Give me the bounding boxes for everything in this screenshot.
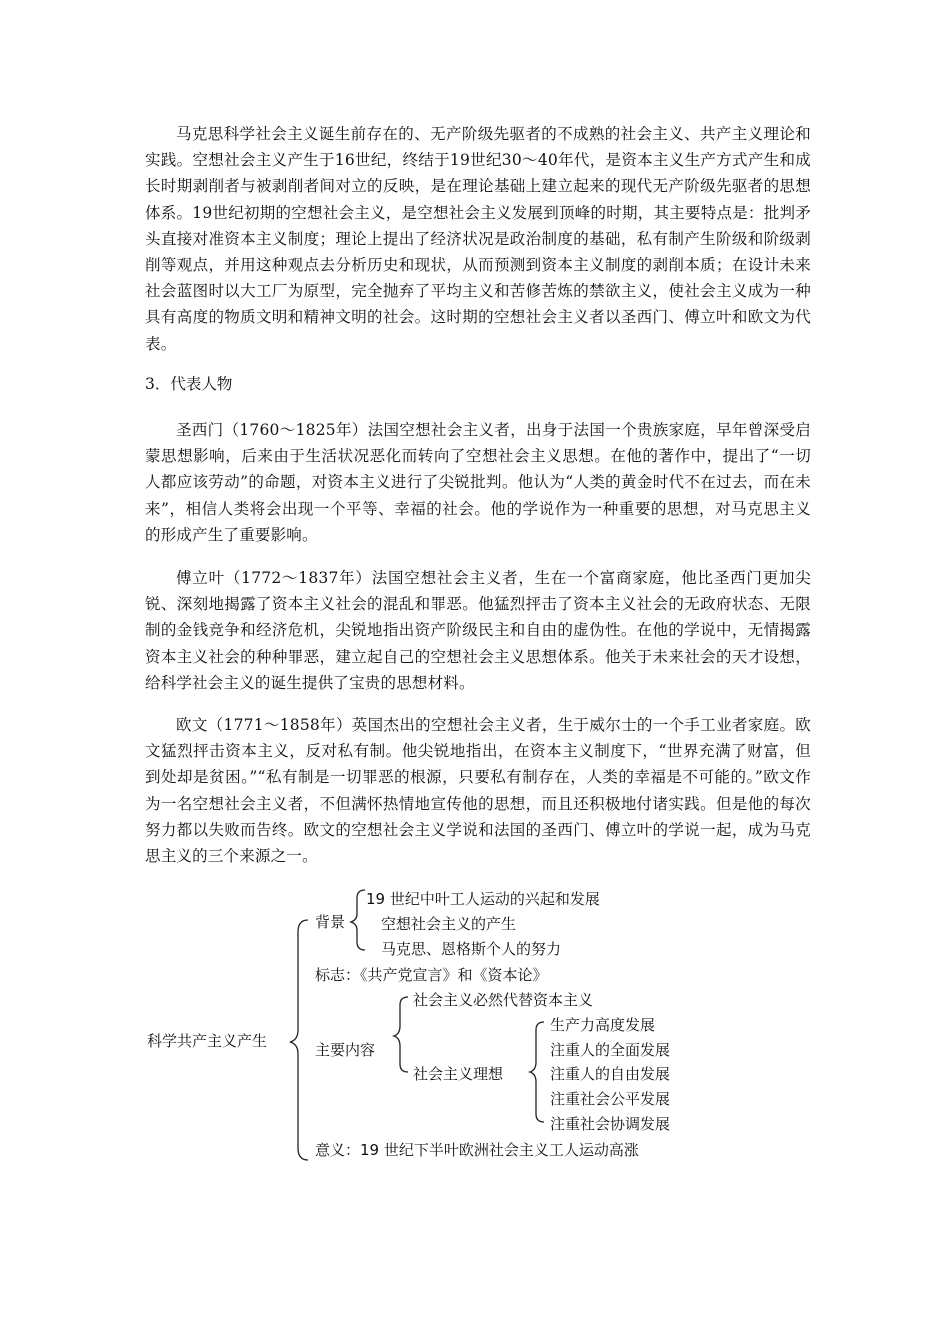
diagram-main-content-label: 主要内容 — [315, 1041, 376, 1059]
diagram-main-content-item: 社会主义必然代替资本主义 — [413, 991, 594, 1009]
diagram-ideal-item: 注重社会协调发展 — [550, 1115, 671, 1133]
diagram-ideal-label: 社会主义理想 — [413, 1065, 504, 1083]
diagram-significance: 意义：19 世纪下半叶欧洲社会主义工人运动高涨 — [315, 1141, 639, 1159]
diagram-root: 科学共产主义产生 — [147, 1032, 268, 1050]
background-brace — [351, 890, 365, 950]
diagram-background-label: 背景 — [315, 913, 346, 931]
diagram-ideal-item: 注重人的全面发展 — [550, 1041, 671, 1059]
diagram-background-item: 19 世纪中叶工人运动的兴起和发展 — [366, 890, 600, 908]
diagram-ideal-item: 注重社会公平发展 — [550, 1090, 671, 1108]
paragraph-fourier: 傅立叶（1772～1837年）法国空想社会主义者，生在一个富商家庭，他比圣西门更加尖锐、深刻地揭露了资本主义社会的混乱和罪恶。他猛烈抨击了资本主义社会的无政府状态、无限制的金钱竞争和经济危机，尖锐地指出资产阶级民主和自由的虚伪性。在他的学说中，无情揭露资本主义社会的种种罪恶，建立起自己的空想社会主义思想体系。他关于未来社会的天才设想，给科学社会主义的诞生提供了宝贵的思想材料。 — [145, 569, 811, 692]
diagram-background-item: 马克思、恩格斯个人的努力 — [381, 940, 562, 958]
concept-diagram — [140, 880, 700, 1170]
main-content-brace — [394, 997, 408, 1072]
paragraph-saint-simon: 圣西门（1760～1825年）法国空想社会主义者，出身于法国一个贵族家庭，早年曾深受启蒙思想影响，后来由于生活状况恶化而转向了空想社会主义思想。在他的著作中，提出了“一切人都应该劳动”的命题，对资本主义进行了尖锐批判。他认为“人类的黄金时代不在过去，而在未来”，相信人类将会出现一个平等、幸福的社会。他的学说作为一种重要的思想，对马克思主义的形成产生了重要影响。 — [145, 421, 811, 544]
diagram-sign: 标志：《共产党宣言》和《资本论》 — [315, 966, 548, 984]
paragraph-owen: 欧文（1771～1858年）英国杰出的空想社会主义者，生于威尔士的一个手工业者家庭。欧文猛烈抨击资本主义，反对私有制。他尖锐地指出，在资本主义制度下，“世界充满了财富，但到处却是贫困。”“私有制是一切罪恶的根源，只要私有制存在，人类的幸福是不可能的。”欧文作为一名空想社会主义者，不但满怀热情地宣传他的思想，而且还积极地付诸实践。但是他的每次努力都以失败而告终。欧文的空想社会主义学说和法国的圣西门、傅立叶的学说一起，成为马克思主义的三个来源之一。 — [145, 716, 811, 866]
diagram-ideal-item: 注重人的自由发展 — [550, 1065, 671, 1083]
root-brace — [290, 920, 308, 1160]
diagram-ideal-item: 生产力高度发展 — [550, 1016, 656, 1034]
ideal-brace — [530, 1022, 544, 1122]
section-heading-representatives: 3．代表人物 — [145, 375, 233, 393]
paragraph-utopian-socialism: 马克思科学社会主义诞生前存在的、无产阶级先驱者的不成熟的社会主义、共产主义理论和实践。空想社会主义产生于16世纪，终结于19世纪30～40年代，是资本主义生产方式产生和成长时期剥削者与被剥削者间对立的反映，是在理论基础上建立起来的现代无产阶级先驱者的思想体系。19世纪初期的空想社会主义，是空想社会主义发展到顶峰的时期，其主要特点是：批判矛头直接对准资本主义制度；理论上提出了经济状况是政治制度的基础，私有制产生阶级和阶级剥削等观点，并用这种观点去分析历史和现状，从而预测到资本主义制度的剥削本质；在设计未来社会蓝图时以大工厂为原型，完全抛弃了平均主义和苦修苦炼的禁欲主义，使社会主义成为一种具有高度的物质文明和精神文明的社会。这时期的空想社会主义者以圣西门、傅立叶和欧文为代表。 — [145, 125, 811, 353]
diagram-background-item: 空想社会主义的产生 — [381, 915, 517, 933]
